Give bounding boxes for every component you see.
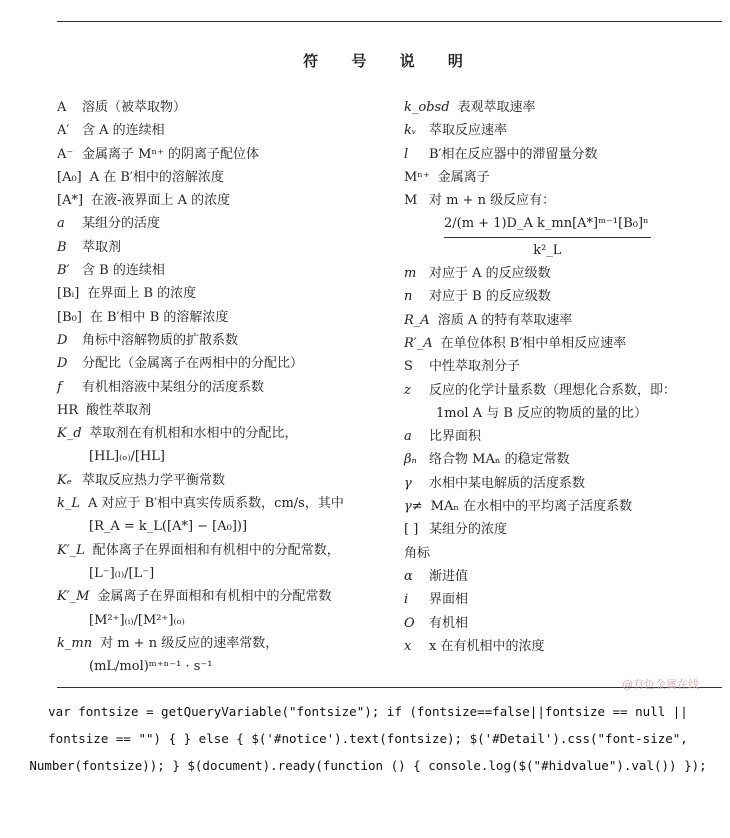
symbol: f bbox=[57, 379, 62, 395]
symbol-entry bbox=[57, 212, 387, 235]
symbol: βₙ bbox=[404, 452, 417, 468]
symbol-entry bbox=[57, 422, 387, 469]
symbol: K′_M bbox=[57, 589, 90, 605]
symbol-entry bbox=[404, 332, 724, 355]
symbol-description: 在液-液界面上 A 的浓度 bbox=[91, 193, 231, 209]
symbol-entry bbox=[57, 585, 387, 632]
symbol-entry bbox=[404, 143, 724, 166]
symbol-entry bbox=[57, 96, 387, 119]
symbol: γ≠ bbox=[404, 499, 423, 515]
symbol-entry bbox=[404, 565, 724, 588]
symbol-description-continued: [HL]₍ₒ₎/[HL] bbox=[89, 449, 166, 465]
symbol: B bbox=[57, 239, 67, 255]
symbol-description: MAₙ 在水相中的平均离子活度系数 bbox=[430, 499, 633, 515]
symbol-description: 萃取剂在有机相和水相中的分配比， bbox=[89, 426, 298, 442]
symbol-description: 含 A 的连续相 bbox=[82, 123, 165, 139]
symbol-entry bbox=[404, 96, 724, 119]
symbol-description: 萃取反应热力学平衡常数 bbox=[82, 472, 226, 488]
symbol: K_d bbox=[57, 426, 82, 442]
code-snippet: var fontsize = getQueryVariable("fontsize"); if (fontsize==false||fontsize == null || fontsize == "") { } else { $('#notice').text(fontsize); $('#Detail').css("font-size", Number(fontsize)); } $(document).ready(function () { console.log($("#hidvalue").val()) }); bbox=[29, 704, 707, 773]
symbol: M bbox=[404, 193, 418, 209]
symbol-entry bbox=[404, 542, 724, 565]
symbol-description: 金属离子 bbox=[437, 169, 490, 185]
symbol-description: A 在 B′相中的溶解浓度 bbox=[89, 169, 224, 185]
symbol: k_L bbox=[57, 496, 81, 512]
symbol-description: 络合物 MAₙ 的稳定常数 bbox=[429, 452, 570, 468]
symbol-entry bbox=[57, 632, 387, 679]
symbol: kᵥ bbox=[404, 123, 417, 139]
symbol-description: x 在有机相中的浓度 bbox=[429, 638, 545, 654]
symbol: l bbox=[404, 146, 409, 162]
symbol-description: 渐进值 bbox=[429, 568, 469, 584]
symbol-description: A 对应于 B′相中真实传质系数，cm/s，其中 bbox=[88, 496, 344, 512]
symbol: a bbox=[57, 216, 65, 232]
symbol: a bbox=[404, 429, 412, 445]
symbol-entry bbox=[404, 612, 724, 635]
symbol-entry bbox=[404, 495, 724, 518]
symbol-entry bbox=[57, 282, 387, 305]
symbol: HR bbox=[57, 402, 79, 418]
page-title: 符 号 说 明 bbox=[303, 52, 477, 70]
symbol-entry bbox=[404, 355, 724, 378]
symbol-entry bbox=[57, 376, 387, 399]
symbol-entry bbox=[57, 469, 387, 492]
symbol-entry bbox=[57, 119, 387, 142]
symbol-entry bbox=[404, 119, 724, 142]
symbol-entry bbox=[57, 329, 387, 352]
symbol: A′ bbox=[57, 123, 70, 139]
symbol: D bbox=[57, 356, 68, 372]
symbol-entry bbox=[57, 492, 387, 539]
symbol: [A*] bbox=[57, 193, 84, 209]
symbol-description: 溶质（被萃取物） bbox=[82, 100, 187, 115]
symbol-description: 溶质 A 的特有萃取速率 bbox=[437, 312, 573, 328]
symbol-description: 某组分的浓度 bbox=[429, 522, 508, 538]
symbol-entry bbox=[57, 539, 387, 586]
symbol: k_mn bbox=[57, 635, 93, 651]
symbol-entry bbox=[57, 143, 387, 166]
symbol-description: 在界面上 B 的浓度 bbox=[87, 286, 197, 302]
symbols-right-column bbox=[404, 96, 724, 658]
symbol-entry bbox=[404, 309, 724, 332]
symbol-description: 水相中某电解质的活度系数 bbox=[429, 475, 586, 491]
symbol: i bbox=[404, 592, 409, 608]
symbol: Kₑ bbox=[57, 472, 72, 488]
symbol: S bbox=[404, 359, 413, 375]
symbol-description: 反应的化学计量系数（理想化合系数，即： bbox=[429, 382, 677, 398]
symbol-entry bbox=[57, 352, 387, 375]
symbol-description-continued: (mL/mol)ᵐ⁺ⁿ⁻¹ · s⁻¹ bbox=[89, 659, 213, 675]
symbol-description: 金属离子 Mⁿ⁺ 的阴离子配位体 bbox=[82, 146, 260, 162]
symbol-description: B′相在反应器中的滞留量分数 bbox=[429, 146, 598, 162]
rate-formula bbox=[404, 212, 651, 262]
symbol-entry bbox=[57, 306, 387, 329]
symbol-entry bbox=[404, 472, 724, 495]
watermark: @有色金属在线 bbox=[622, 678, 699, 691]
symbol: [A₀] bbox=[57, 169, 82, 185]
symbol-description-continued: [M²⁺]₍ᵢ₎/[M²⁺]₍ₒ₎ bbox=[89, 612, 185, 628]
symbol-description-continued: [L⁻]₍ₗ₎/[L⁻] bbox=[89, 565, 155, 581]
symbol: α bbox=[404, 568, 413, 584]
symbol-entry bbox=[404, 262, 724, 285]
formula-numerator: 2/(m + 1)D_A k_mn[A*]ᵐ⁻¹[B₀]ⁿ bbox=[444, 212, 651, 237]
symbol-entry bbox=[404, 285, 724, 308]
symbol-description: 分配比（金属离子在两相中的分配比） bbox=[82, 356, 304, 372]
symbol-entry bbox=[404, 518, 724, 541]
symbol-entry bbox=[57, 259, 387, 282]
symbol-entry bbox=[57, 236, 387, 259]
symbol-entry bbox=[57, 166, 387, 189]
symbol: D bbox=[57, 332, 68, 348]
symbol: O bbox=[404, 615, 415, 631]
symbol-description: 酸性萃取剂 bbox=[86, 402, 152, 418]
symbol-entry bbox=[404, 425, 724, 448]
symbol-description: 比界面积 bbox=[429, 429, 482, 445]
symbol-entry bbox=[57, 399, 387, 422]
symbol-description: 有机相溶液中某组分的活度系数 bbox=[82, 379, 265, 395]
symbol: m bbox=[404, 266, 417, 282]
symbol-description: 在 B′相中 B 的溶解浓度 bbox=[89, 309, 229, 325]
symbol: R_A bbox=[404, 312, 430, 328]
symbol-description: 某组分的活度 bbox=[82, 216, 161, 232]
symbol: [B₀] bbox=[57, 309, 82, 325]
symbol-description: 在单位体积 B′相中单相反应速率 bbox=[440, 335, 627, 351]
symbol: k_obsd bbox=[404, 100, 450, 115]
symbol-description: 配体离子在界面相和有机相中的分配常数， bbox=[92, 542, 340, 558]
symbol-description: 萃取反应速率 bbox=[429, 123, 508, 139]
symbol-description: 角标中溶解物质的扩散系数 bbox=[82, 332, 239, 348]
symbol: 角标 bbox=[404, 545, 431, 561]
symbol: [ ] bbox=[404, 522, 419, 538]
symbol: A bbox=[57, 100, 67, 115]
symbol: A⁻ bbox=[57, 146, 74, 162]
symbol-entry bbox=[404, 635, 724, 658]
symbol: B′ bbox=[57, 263, 70, 279]
symbol: [Bᵢ] bbox=[57, 286, 80, 302]
symbol-entry bbox=[404, 448, 724, 471]
symbol: K′_L bbox=[57, 542, 85, 558]
symbol-description: 萃取剂 bbox=[82, 239, 122, 255]
symbol-description: 对 m + n 级反应的速率常数， bbox=[100, 635, 279, 651]
symbol-entry bbox=[57, 189, 387, 212]
symbol-description: 中性萃取剂分子 bbox=[429, 359, 521, 375]
symbol-description: 对应于 B 的反应级数 bbox=[429, 289, 551, 305]
symbol-description: 对 m + n 级反应有： bbox=[429, 193, 556, 209]
symbol: x bbox=[404, 638, 412, 654]
symbol-description: 对应于 A 的反应级数 bbox=[429, 266, 551, 282]
symbols-left-column bbox=[57, 96, 387, 678]
symbol-entry bbox=[404, 166, 724, 189]
symbol-description: 表观萃取速率 bbox=[457, 100, 536, 115]
symbol-description-continued: [R_A = k_L([A*] − [A₀])] bbox=[89, 519, 248, 535]
formula-denominator: k²_L bbox=[533, 242, 562, 258]
symbol-entry bbox=[404, 588, 724, 611]
symbol-entry bbox=[404, 189, 724, 262]
symbol-description-continued: 1mol A 与 B 反应的物质的量的比） bbox=[436, 405, 648, 421]
symbol: z bbox=[404, 382, 411, 398]
symbol-description: 有机相 bbox=[429, 615, 469, 631]
symbol-description: 含 B 的连续相 bbox=[82, 263, 165, 279]
symbol: Mⁿ⁺ bbox=[404, 169, 430, 185]
symbol-description: 界面相 bbox=[429, 592, 469, 608]
symbol: n bbox=[404, 289, 413, 305]
symbol-description: 金属离子在界面相和有机相中的分配常数 bbox=[97, 589, 332, 605]
symbol: R′_A bbox=[404, 335, 433, 351]
symbol: γ bbox=[404, 475, 412, 491]
symbol-entry bbox=[404, 379, 724, 426]
top-rule bbox=[57, 21, 722, 22]
